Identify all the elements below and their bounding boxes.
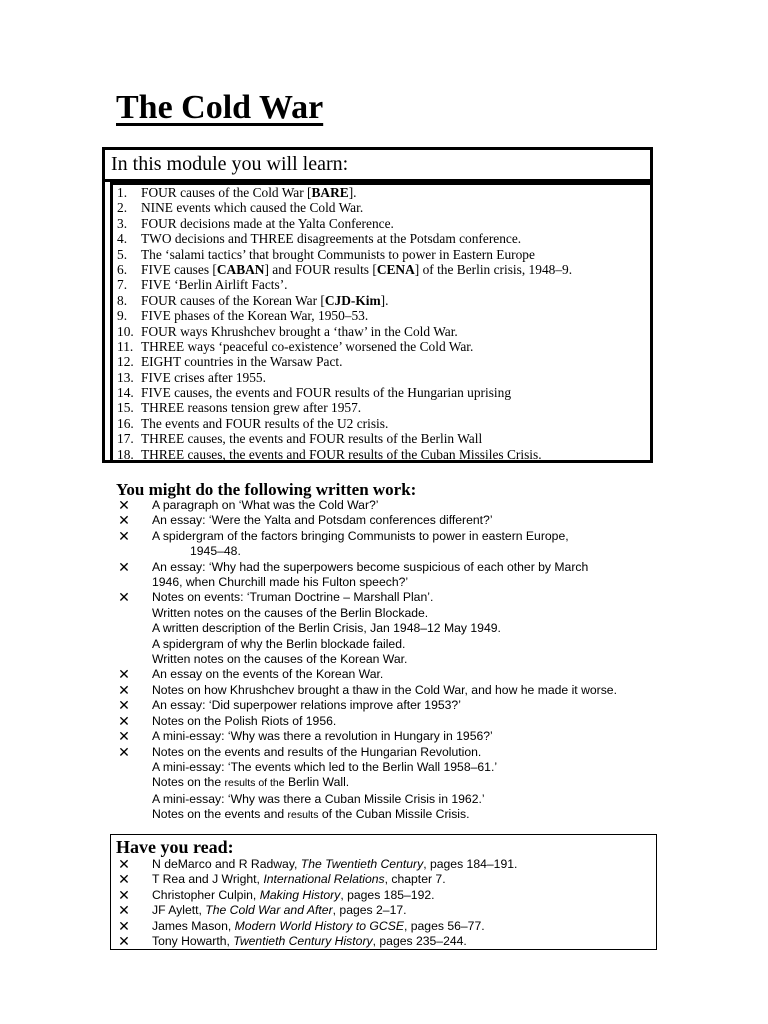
item-text: Notes on the Polish Riots of 1956. <box>152 713 337 728</box>
pages-text: , pages 2–17. <box>332 903 407 918</box>
book-title: The Twentieth Century <box>300 857 424 871</box>
learning-objectives-box <box>102 147 653 463</box>
book-title: International Relations <box>263 872 385 887</box>
item-number: 16. <box>117 415 134 431</box>
item-text: ]. <box>348 185 357 200</box>
mnemonic-text: BARE <box>311 185 349 200</box>
item-text: TWO decisions and THREE disagreements at the Potsdam conference. <box>141 231 522 247</box>
pages-text: , pages 185–192. <box>340 887 435 902</box>
item-text: An essay: ‘Were the Yalta and Potsdam conferences different?’ <box>152 513 493 528</box>
item-text: FOUR causes of the Cold War [ <box>141 185 312 200</box>
book-title: Modern World History to GCSE <box>234 918 404 933</box>
cross-icon: ✕ <box>118 558 130 575</box>
page-title: The Cold War <box>116 89 324 126</box>
item-text: FOUR decisions made at the Yalta Conference. <box>141 215 394 231</box>
learning-objective-item <box>117 231 572 246</box>
cross-icon: ✕ <box>118 933 130 950</box>
item-text: FOUR causes of the Korean War [ <box>141 292 325 308</box>
learning-objectives-heading: In this module you will learn: <box>105 150 650 182</box>
written-work-item <box>118 666 617 683</box>
item-number: 2. <box>117 200 128 216</box>
reading-item <box>118 902 517 919</box>
item-number: 9. <box>117 308 128 324</box>
mnemonic-text: CENA <box>376 261 415 277</box>
cross-icon: ✕ <box>118 902 130 919</box>
author-text: Christopher Culpin, <box>152 887 260 902</box>
book-title: Twentieth Century History <box>233 934 373 949</box>
item-text: Notes on the events and <box>152 807 288 822</box>
item-text: Notes on the <box>152 775 225 790</box>
written-work-item <box>152 807 617 823</box>
cross-icon: ✕ <box>118 497 130 513</box>
learning-objective-item <box>117 416 572 431</box>
learning-objective-item <box>117 293 572 308</box>
cross-icon: ✕ <box>118 917 130 934</box>
item-text: Berlin Wall. <box>284 775 350 790</box>
item-text: A spidergram of why the Berlin blockade failed. <box>152 636 406 651</box>
item-text: The events and FOUR results of the U2 crisis. <box>141 415 389 431</box>
item-text: An essay: ‘Why had the superpowers become suspicious of each other by March <box>152 559 589 574</box>
item-text: Notes on the events and results of the Hungarian Revolution. <box>152 744 482 759</box>
cross-icon: ✕ <box>118 527 130 544</box>
cross-icon: ✕ <box>118 856 130 872</box>
author-text: N deMarco and R Radway, <box>152 857 301 871</box>
item-number: 5. <box>117 246 128 262</box>
item-number: 12. <box>117 354 134 370</box>
item-text: A paragraph on ‘What was the Cold War?’ <box>152 498 379 512</box>
item-continuation: 1946, when Churchill made his Fulton speech?’ <box>152 575 409 590</box>
written-work-item <box>118 512 617 529</box>
item-text-small: results <box>287 809 319 822</box>
item-number: 7. <box>117 277 128 293</box>
pages-text: , pages 235–244. <box>372 934 467 949</box>
written-work-item <box>152 606 617 621</box>
author-text: James Mason, <box>152 918 235 933</box>
reading-item <box>118 886 517 903</box>
written-work-item <box>152 652 617 667</box>
item-text: THREE reasons tension grew after 1957. <box>141 400 362 416</box>
learning-objective-item <box>117 370 572 385</box>
reading-item <box>118 856 518 872</box>
written-work-item <box>118 589 617 606</box>
mnemonic-text: CABAN <box>216 261 265 277</box>
learning-objective-item <box>117 339 572 354</box>
item-text: A mini-essay: ‘Why was there a Cuban Missile Crisis in 1962.’ <box>152 791 485 806</box>
item-number: 4. <box>117 231 128 247</box>
pages-text: , pages 184–191. <box>423 857 518 871</box>
learning-objective-item <box>117 385 572 400</box>
learning-objective-item <box>117 324 572 339</box>
author-text: JF Aylett, <box>152 903 206 918</box>
learning-objective-item <box>117 308 572 323</box>
item-text: FIVE causes, the events and FOUR results of the Hungarian uprising <box>141 385 512 401</box>
book-title: The Cold War and After <box>205 903 333 918</box>
item-text: An essay on the events of the Korean War. <box>152 667 384 682</box>
mnemonic-text: CJD-Kim <box>324 292 381 308</box>
written-work-item <box>118 558 617 591</box>
item-number: 3. <box>117 215 128 231</box>
pages-text: , chapter 7. <box>384 872 446 887</box>
item-text: Written notes on the causes of the Korean War. <box>152 652 408 667</box>
learning-objective-item <box>117 200 572 215</box>
learning-objective-item <box>117 247 572 262</box>
written-work-item <box>152 792 617 807</box>
written-work-item <box>118 527 617 560</box>
written-work-list <box>118 497 617 824</box>
written-work-item <box>152 760 617 775</box>
learning-objective-item <box>117 262 572 277</box>
book-title: Making History <box>259 887 341 902</box>
cross-icon: ✕ <box>118 886 130 903</box>
learning-objective-item <box>117 400 572 415</box>
cross-icon: ✕ <box>118 681 130 698</box>
item-text: EIGHT countries in the Warsaw Pact. <box>141 354 343 370</box>
item-text: ] of the Berlin crisis, 1948–9. <box>414 261 573 277</box>
written-work-item <box>118 728 617 745</box>
cross-icon: ✕ <box>118 712 130 729</box>
author-text: T Rea and J Wright, <box>152 872 264 887</box>
written-work-item <box>118 712 617 729</box>
cross-icon: ✕ <box>118 589 130 606</box>
item-number: 13. <box>117 369 134 385</box>
written-work-item <box>152 621 617 636</box>
item-text: FIVE ‘Berlin Airlift Facts’. <box>141 277 288 293</box>
item-number: 14. <box>117 385 134 401</box>
cross-icon: ✕ <box>118 743 130 760</box>
item-text: ] and FOUR results [ <box>264 261 377 277</box>
item-text: THREE ways ‘peaceful co-existence’ worsened the Cold War. <box>141 338 474 354</box>
item-text: Notes on events: ‘Truman Doctrine – Marshall Plan’. <box>152 590 434 605</box>
item-number: 10. <box>117 323 134 339</box>
item-text: FIVE crises after 1955. <box>141 369 266 385</box>
item-text: THREE causes, the events and FOUR results of the Berlin Wall <box>141 431 483 447</box>
reading-item <box>118 933 517 950</box>
reading-list <box>118 856 518 950</box>
reading-item <box>118 917 517 934</box>
item-text: An essay: ‘Did superpower relations improve after 1953?’ <box>152 698 461 713</box>
item-text: FIVE causes [ <box>141 261 217 277</box>
item-text: A written description of the Berlin Crisis, Jan 1948–12 May 1949. <box>152 621 501 636</box>
written-work-item <box>152 775 617 791</box>
item-text: THREE causes, the events and FOUR results of the Cuban Missiles Crisis. <box>141 446 542 462</box>
item-text: FOUR ways Khrushchev brought a ‘thaw’ in the Cold War. <box>141 323 458 339</box>
item-text: ]. <box>380 292 389 308</box>
cross-icon: ✕ <box>118 697 130 714</box>
item-number: 18. <box>117 446 134 462</box>
cross-icon: ✕ <box>118 871 130 888</box>
item-text: Written notes on the causes of the Berlin Blockade. <box>152 605 429 620</box>
item-continuation: 1945–48. <box>190 544 241 559</box>
cross-icon: ✕ <box>118 512 130 529</box>
item-number: 15. <box>117 400 134 416</box>
item-text: Notes on how Khrushchev brought a thaw in the Cold War, and how he made it worse. <box>152 682 617 697</box>
learning-objective-item <box>117 354 572 369</box>
learning-objective-item <box>117 277 572 292</box>
written-work-item <box>152 637 617 652</box>
item-text: A mini-essay: ‘Why was there a revolution in Hungary in 1956?’ <box>152 729 493 744</box>
cross-icon: ✕ <box>118 666 130 683</box>
item-text: The ‘salami tactics’ that brought Communists to power in Eastern Europe <box>141 246 535 262</box>
pages-text: , pages 56–77. <box>403 918 485 933</box>
learning-objectives-list <box>117 185 572 462</box>
written-work-item <box>118 681 617 698</box>
written-work-item <box>118 743 617 760</box>
learning-objective-item <box>117 447 572 462</box>
reading-item <box>118 871 517 888</box>
item-text: FIVE phases of the Korean War, 1950–53. <box>141 308 369 324</box>
item-text: of the Cuban Missile Crisis. <box>318 807 470 822</box>
item-number: 11. <box>117 338 134 354</box>
written-work-item <box>118 697 617 714</box>
learning-objective-item <box>117 431 572 446</box>
item-number: 8. <box>117 292 128 308</box>
item-text: A mini-essay: ‘The events which led to the Berlin Wall 1958–61.’ <box>152 759 498 774</box>
item-number: 6. <box>117 261 128 277</box>
learning-objectives-panel <box>110 182 650 460</box>
item-number: 17. <box>117 431 134 447</box>
written-work-item <box>118 497 617 513</box>
cross-icon: ✕ <box>118 728 130 745</box>
learning-objective-item <box>117 185 572 200</box>
author-text: Tony Howarth, <box>152 934 234 949</box>
reading-heading: Have you read: <box>116 837 234 857</box>
item-text-small: results of the <box>224 777 285 790</box>
item-text: NINE events which caused the Cold War. <box>141 200 364 216</box>
learning-objective-item <box>117 216 572 231</box>
item-number: 1. <box>117 185 128 200</box>
item-text: A spidergram of the factors bringing Communists to power in eastern Europe, <box>152 528 569 543</box>
written-work-heading: You might do the following written work: <box>116 480 417 499</box>
